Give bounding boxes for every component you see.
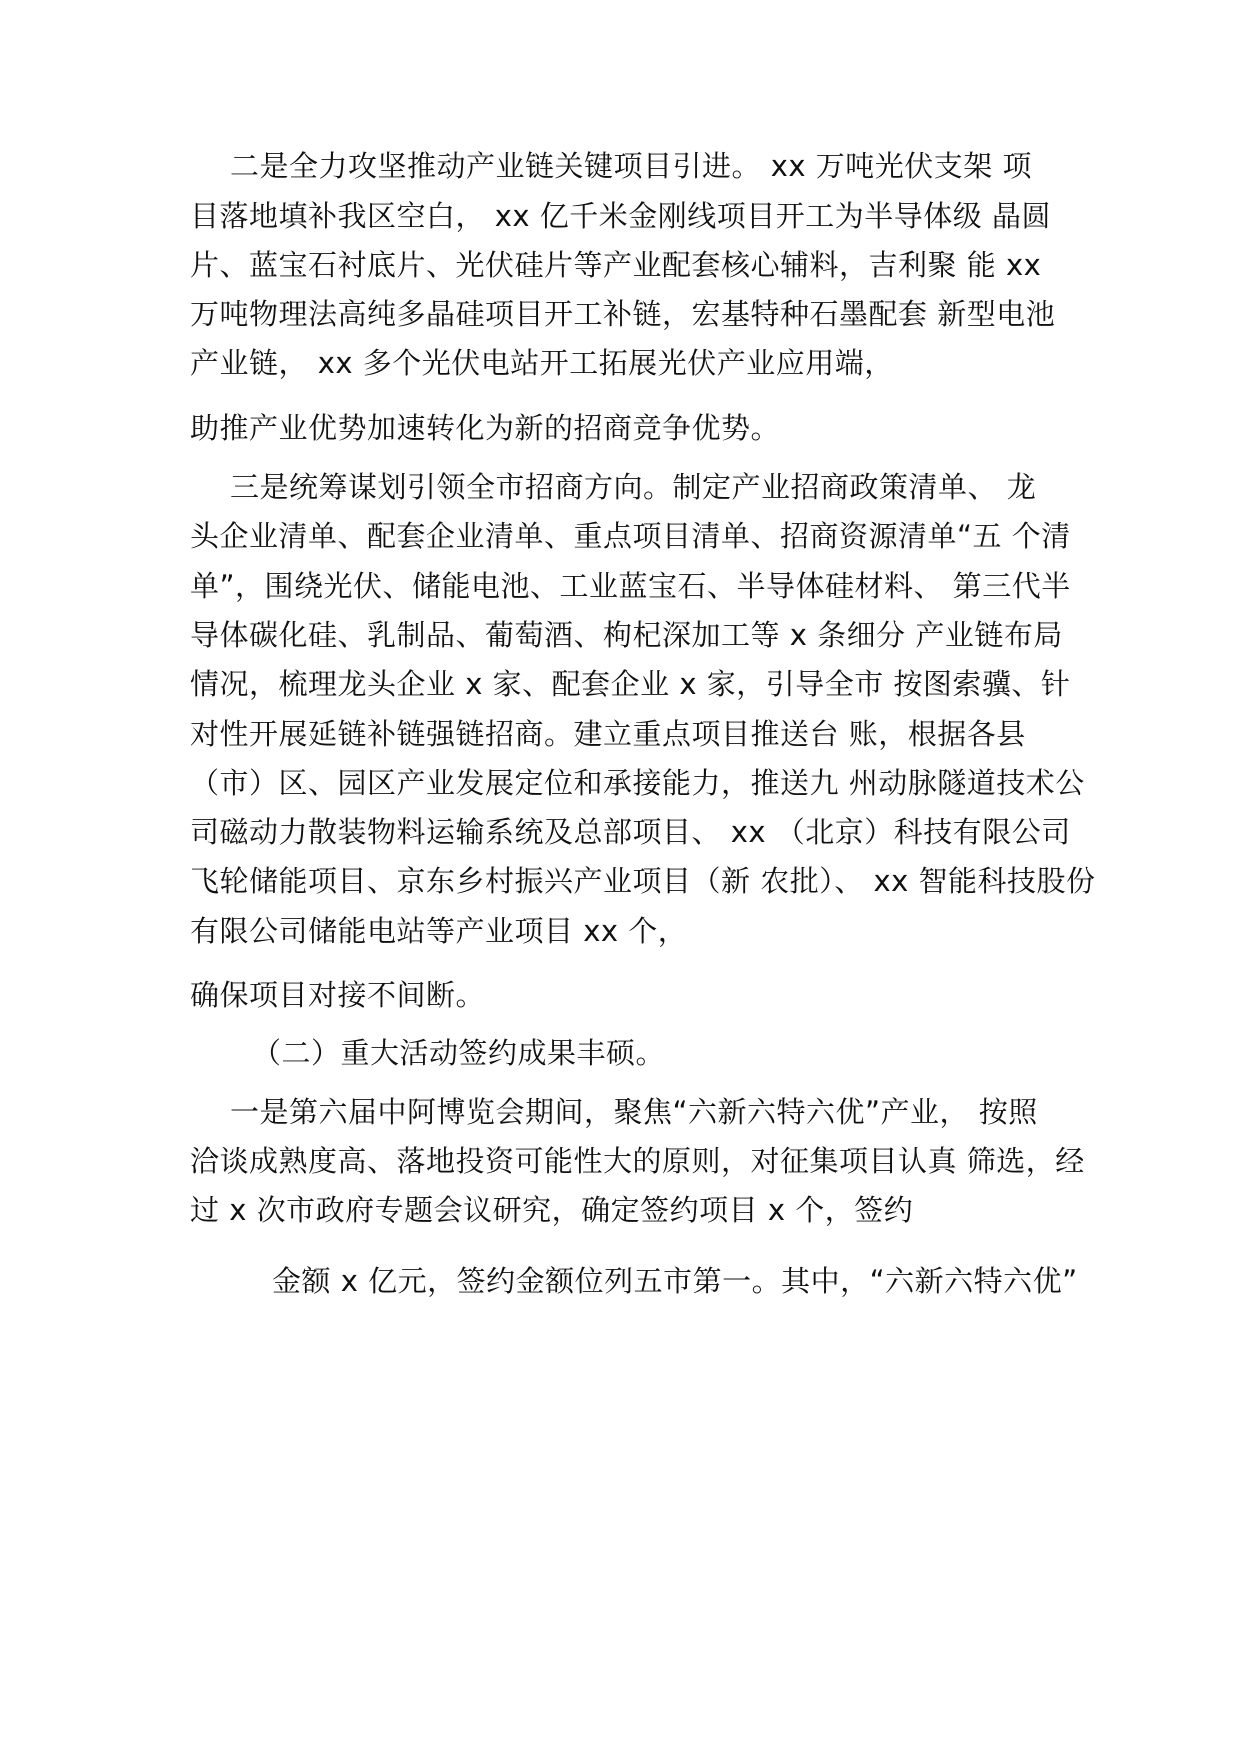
paragraph-line: 洽谈成熟度高、落地投资可能性大的原则，对征集项目认真 筛选，经 xyxy=(190,1144,1085,1178)
paragraph-line: 片、蓝宝石衬底片、光伏硅片等产业配套核心辅料，吉利聚 能 xx xyxy=(190,248,1042,282)
paragraph-line: 确保项目对接不间断。 xyxy=(190,978,486,1012)
paragraph-line: （市）区、园区产业发展定位和承接能力，推送九 州动脉隧道技术公 xyxy=(190,766,1085,800)
paragraph-line: 有限公司储能电站等产业项目 xx 个， xyxy=(190,914,688,948)
paragraph-line: 导体碳化硅、乳制品、葡萄酒、枸杞深加工等 x 条细分 产业链布局 xyxy=(190,618,1063,652)
paragraph-line: 产业链， xx 多个光伏电站开工拓展光伏产业应用端， xyxy=(190,346,894,380)
paragraph-line: 目落地填补我区空白， xx 亿千米金刚线项目开工为半导体级 晶圆 xyxy=(190,199,1051,233)
paragraph-line: 单”，围绕光伏、储能电池、工业蓝宝石、半导体硅材料、 第三代半 xyxy=(190,569,1071,603)
paragraph-line: 一是第六届中阿博览会期间，聚焦“六新六特六优”产业， 按照 xyxy=(230,1095,1038,1129)
paragraph-line: 司磁动力散装物料运输系统及总部项目、 xx （北京）科技有限公司 xyxy=(190,815,1071,849)
paragraph-line: 头企业清单、配套企业清单、重点项目清单、招商资源清单“五 个清 xyxy=(190,519,1071,553)
paragraph-line: 助推产业优势加速转化为新的招商竞争优势。 xyxy=(190,411,781,445)
paragraph-line: 对性开展延链补链强链招商。建立重点项目推送台 账，根据各县 xyxy=(190,717,1026,751)
section-heading: （二）重大活动签约成果丰硕。 xyxy=(252,1036,666,1070)
paragraph-line: 二是全力攻坚推动产业链关键项目引进。 xx 万吨光伏支架 项 xyxy=(230,149,1032,183)
paragraph-line: 飞轮储能项目、京东乡村振兴产业项目（新 农批）、 xx 智能科技股份 xyxy=(190,864,1096,898)
paragraph-line: 万吨物理法高纯多晶硅项目开工补链，宏基特种石墨配套 新型电池 xyxy=(190,297,1056,331)
paragraph-line: 三是统筹谋划引领全市招商方向。制定产业招商政策清单、 龙 xyxy=(230,470,1037,504)
paragraph-line: 过 x 次市政府专题会议研究，确定签约项目 x 个，签约 xyxy=(190,1193,914,1227)
paragraph-line: 情况，梳理龙头企业 x 家、配套企业 x 家，引导全市 按图索骥、针 xyxy=(190,667,1071,701)
paragraph-line: 金额 x 亿元，签约金额位列五市第一。其中，“六新六特六优” xyxy=(272,1264,1078,1298)
